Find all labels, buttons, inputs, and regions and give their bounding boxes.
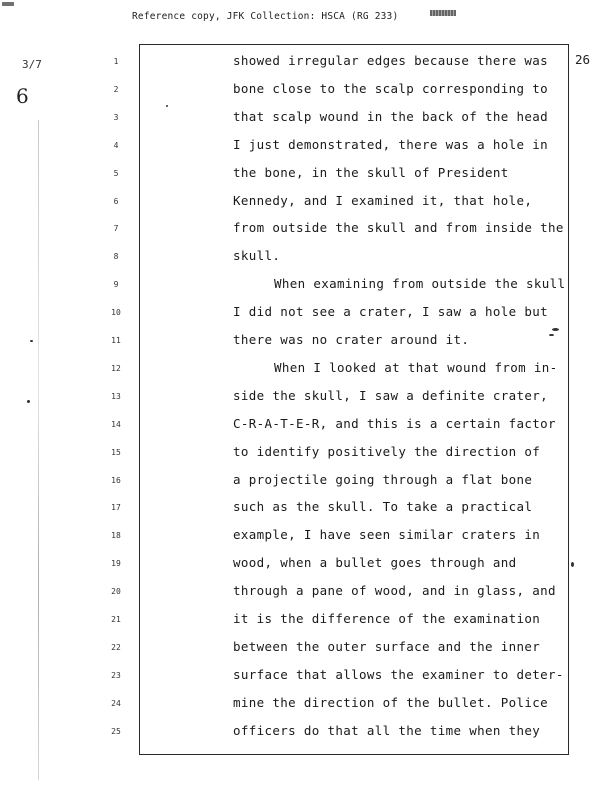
transcript-line: between the outer surface and the inner xyxy=(233,638,541,654)
scan-speck xyxy=(552,328,559,331)
line-number: 24 xyxy=(111,698,121,708)
transcript-line: skull. xyxy=(233,248,281,264)
header-stamp-smudge xyxy=(430,10,456,16)
line-number: 16 xyxy=(111,475,121,485)
transcript-line: When examining from outside the skull xyxy=(274,276,566,292)
line-number: 22 xyxy=(111,642,121,652)
transcript-line: there was no crater around it. xyxy=(233,332,470,347)
line-number: 17 xyxy=(111,503,121,513)
transcript-line: bone close to the scalp corresponding to xyxy=(233,80,549,96)
transcript-line: C-R-A-T-E-R, and this is a certain factor xyxy=(233,415,556,431)
scan-speck xyxy=(549,334,554,336)
transcript-line: example, I have seen similar craters in xyxy=(233,527,541,543)
transcript-line: showed irregular edges because there was xyxy=(233,53,549,68)
left-margin-rule xyxy=(38,120,39,780)
transcript-line: I did not see a crater, I saw a hole but xyxy=(233,304,549,320)
margin-reference: 3/7 xyxy=(22,58,42,71)
line-number: 13 xyxy=(111,391,121,401)
line-number: 3 xyxy=(113,112,119,122)
scan-speck xyxy=(571,562,574,567)
line-number: 21 xyxy=(111,615,121,624)
transcript-line: Kennedy, and I examined it, that hole, xyxy=(233,192,533,208)
line-number: 20 xyxy=(111,587,121,597)
transcript-line: surface that allows the examiner to deter- xyxy=(233,666,564,682)
transcript-line: side the skull, I saw a definite crater, xyxy=(233,387,549,403)
line-number: 5 xyxy=(113,168,119,178)
archive-header: Reference copy, JFK Collection: HSCA (RG 233) xyxy=(132,11,399,22)
transcript-line: the bone, in the skull of President xyxy=(233,164,509,180)
line-number: 2 xyxy=(113,84,119,94)
transcript-line: wood, when a bullet goes through and xyxy=(233,555,517,571)
line-number: 25 xyxy=(111,726,121,736)
line-number: 19 xyxy=(111,559,121,569)
transcript-line: When I looked at that wound from in- xyxy=(274,359,558,375)
line-number: 1 xyxy=(113,57,119,66)
line-number: 14 xyxy=(111,419,121,429)
line-number: 15 xyxy=(111,447,121,457)
transcript-line: to identify positively the direction of xyxy=(233,443,541,459)
line-number: 18 xyxy=(111,531,121,541)
transcript-line: a projectile going through a flat bone xyxy=(233,471,533,487)
line-number: 4 xyxy=(113,140,119,150)
scan-speck xyxy=(27,400,30,403)
line-number: 12 xyxy=(111,363,121,373)
transcript-line: it is the difference of the examination xyxy=(233,611,541,626)
transcript-line: that scalp wound in the back of the head xyxy=(233,108,549,124)
scan-speck xyxy=(166,105,168,107)
transcript-line: I just demonstrated, there was a hole in xyxy=(233,136,549,152)
scan-speck xyxy=(30,340,33,342)
line-number: 11 xyxy=(111,336,121,345)
transcript-line: such as the skull. To take a practical xyxy=(233,499,533,515)
transcript-line: officers do that all the time when they xyxy=(233,722,541,738)
transcript-line: through a pane of wood, and in glass, and xyxy=(233,583,556,599)
transcript-line: from outside the skull and from inside the xyxy=(233,220,564,236)
line-number: 7 xyxy=(113,224,119,234)
page-number: 26 xyxy=(575,52,591,67)
line-number: 8 xyxy=(113,252,119,262)
line-number: 6 xyxy=(113,196,119,206)
transcript-line: mine the direction of the bullet. Police xyxy=(233,694,549,710)
line-number: 23 xyxy=(111,670,121,680)
line-number: 9 xyxy=(113,280,119,290)
scan-corner-mark xyxy=(2,2,14,6)
margin-handwritten-mark: 6 xyxy=(16,84,29,108)
line-number: 10 xyxy=(111,308,121,318)
